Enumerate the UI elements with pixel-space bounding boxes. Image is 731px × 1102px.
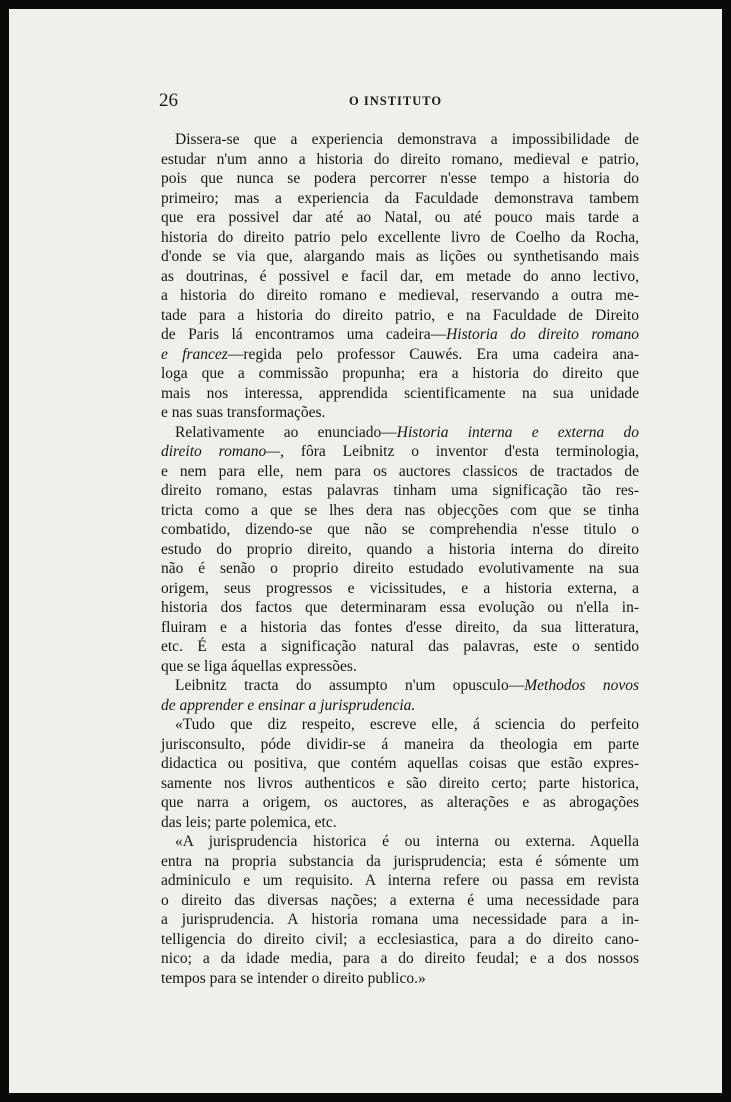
text-segment: loga que a commissão propunha; era a historia do direito que [161,365,639,382]
text-segment: e nas suas transformações. [161,404,326,421]
text-line [161,208,639,228]
text-segment: as doutrinas, é possivel e facil dar, em metade do anno lectivo, [161,267,639,285]
text-segment: adminiculo e um requisito. A interna refere ou passa em revista [161,872,639,889]
text-line [161,969,639,989]
page-header [159,90,639,114]
text-segment: entra na propria substancia da jurisprudencia; esta é sómente um [161,852,639,870]
text-segment: d'onde se via que, alargando mais as lições ou synthetisando mais [161,248,639,265]
text-segment: tempos para se intender o direito publico.» [161,969,426,987]
text-segment: didactica ou positiva, que contém aquellas coisas que estão expres- [161,755,639,772]
text-line [161,130,639,150]
text-segment: Leibnitz tracta do assumpto n'um opusculo— [175,677,525,694]
text-line [161,189,639,209]
text-segment: fluiram e a historia das fontes d'esse direito, da sua litteratura, [161,618,639,636]
text-line [161,774,639,794]
text-segment: Relativamente ao enunciado— [175,423,397,441]
text-line [161,676,639,696]
text-line [161,559,639,579]
text-segment: que se liga áquellas expressões. [161,657,357,675]
text-line [161,423,639,443]
text-line [161,540,639,560]
text-line [161,598,639,618]
text-segment: tade para a historia do direito patrio, e na Faculdade de Direito [161,306,639,324]
text-line [161,637,639,657]
text-line [161,910,639,930]
running-title: O INSTITUTO [349,94,443,108]
text-line [161,754,639,774]
text-line [161,930,639,950]
text-line [161,442,639,462]
text-segment: etc. É esta a significação natural das palavras, este o sentido [161,638,639,655]
page-number: 26 [159,90,178,111]
text-segment: jurisconsulto, póde dividir-se á maneira da theologia em parte [161,735,639,753]
text-segment: não é senão o proprio direito estudado evolutivamente na sua [161,560,639,577]
text-segment: combatido, dizendo-se que não se comprehendia n'esse titulo o [161,521,639,538]
italic-title: de apprender e ensinar a jurisprudencia. [161,696,416,714]
text-line [161,618,639,638]
text-segment: tricta como a que se lhes dera nas objecções com que se tinha [161,501,639,519]
text-segment: Dissera-se que a experiencia demonstrava a impossibilidade de [175,131,639,148]
text-line [161,852,639,872]
text-line [161,579,639,599]
text-segment: o direito das diversas nações; a externa é uma necessidade para [161,891,639,909]
text-line [161,735,639,755]
italic-title: Methodos novos [524,677,640,694]
text-segment: fôra Leibnitz o inventor d'esta terminologia, [283,443,639,460]
text-line [161,267,639,287]
text-segment: origem, seus progressos e vicissitudes, e a historia externa, a [161,579,639,597]
text-segment: «A jurisprudencia historica é ou interna ou externa. Aquella [175,833,639,850]
body-text [161,130,639,988]
text-segment: e nem para elle, nem para os auctores classicos de tractados de [161,462,639,480]
text-segment: telligencia do direito civil; a ecclesiastica, para a do direito cano- [161,930,639,948]
text-segment: samente nos livros authenticos e são direito certo; parte historica, [161,774,639,792]
text-line [161,481,639,501]
text-segment: das leis; parte polemica, etc. [161,813,337,831]
text-line [161,403,639,423]
text-line [161,813,639,833]
text-line [161,501,639,521]
text-segment: a historia do direito romano e medieval, reservando a outra me- [161,287,639,304]
text-segment: estudar n'um anno a historia do direito romano, medieval e patrio, [161,150,639,168]
text-segment: a jurisprudencia. A historia romana uma necessidade para a in- [161,911,639,928]
italic-title: e francez [161,345,228,363]
book-page [9,9,722,1093]
text-line [161,871,639,891]
text-line [161,462,639,482]
text-line [161,228,639,248]
text-segment: pois que nunca se podera percorrer n'esse tempo a historia do [161,170,639,187]
text-segment: mais nos interessa, apprendida scientificamente na sua unidade [161,384,639,402]
text-line [161,345,639,365]
text-segment: que era possivel dar até ao Natal, ou até pouco mais tarde a [161,209,639,226]
text-line [161,247,639,267]
text-line [161,949,639,969]
text-line [161,384,639,404]
text-line [161,793,639,813]
text-line [161,520,639,540]
text-segment: nico; a da idade media, para a do direito feudal; e a dos nossos [161,950,639,967]
text-line [161,286,639,306]
text-line [161,364,639,384]
text-segment: de Paris lá encontramos uma cadeira— [161,326,447,343]
text-line [161,891,639,911]
text-line [161,715,639,735]
text-line [161,306,639,326]
text-line [161,832,639,852]
text-segment: historia dos factos que determinaram essa evolução ou n'ella in- [161,599,639,616]
italic-title: Historia interna e externa do [396,423,640,441]
text-segment: que narra a origem, os auctores, as alterações e as abrogações [161,794,639,811]
text-segment: estudo do proprio direito, quando a historia interna do direito [161,540,639,558]
text-segment: historia do direito patrio pelo excellente livro de Coelho da Rocha, [161,228,639,246]
italic-title: direito romano—, [161,443,284,460]
text-segment: —regida pelo professor Cauwés. Era uma cadeira ana- [227,345,639,363]
text-line [161,169,639,189]
text-line [161,325,639,345]
text-segment: direito romano, estas palavras tinham uma significação tão res- [161,482,639,499]
text-segment: «Tudo que diz respeito, escreve elle, á sciencia do perfeito [175,716,639,733]
italic-title: Historia do direito romano [446,326,639,343]
text-line [161,696,639,716]
text-line [161,657,639,677]
text-segment: primeiro; mas a experiencia da Faculdade demonstrava tambem [161,189,639,207]
text-line [161,150,639,170]
